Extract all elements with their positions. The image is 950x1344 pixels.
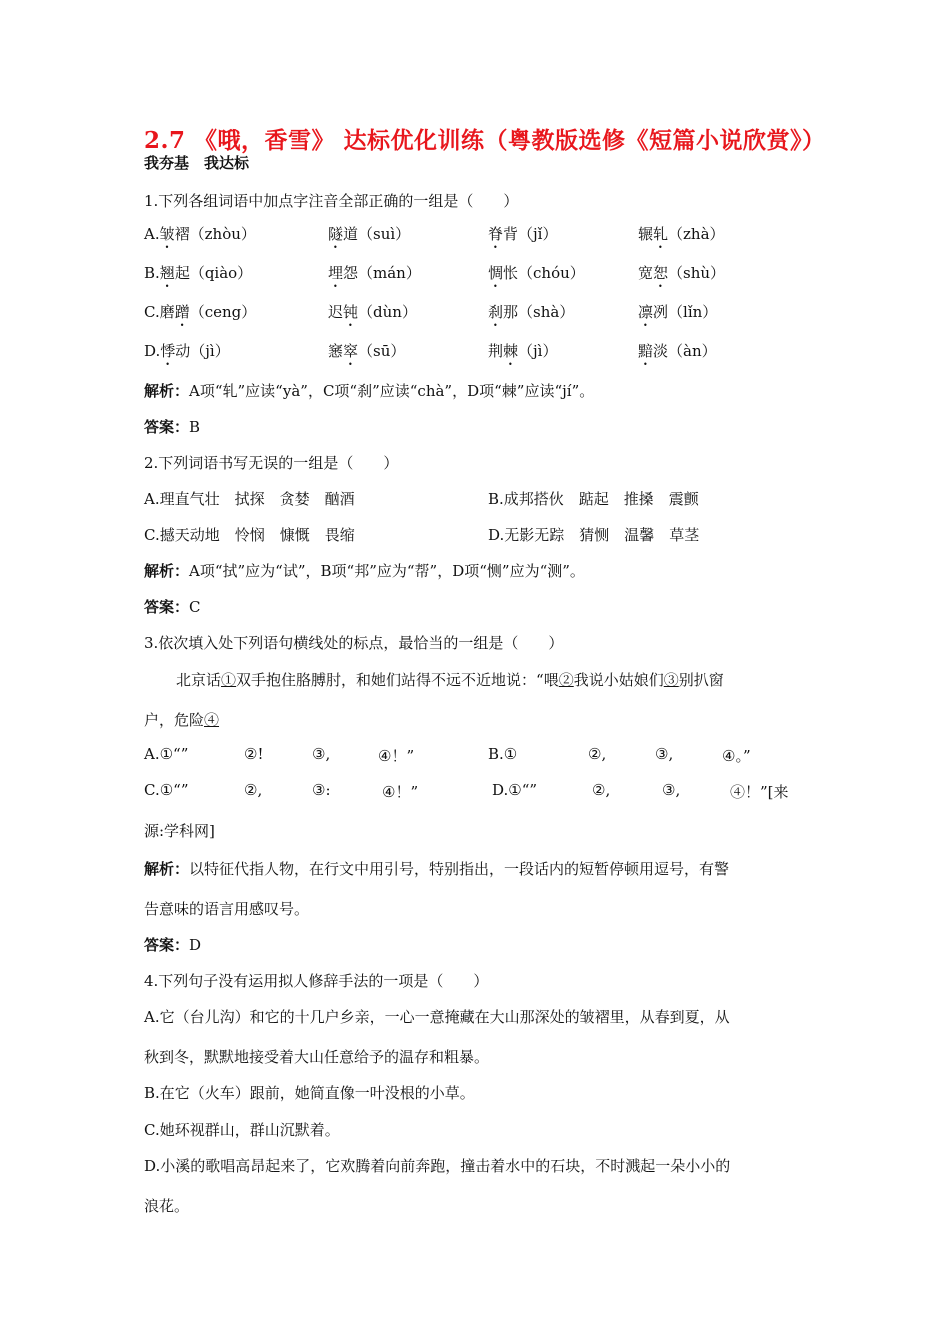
blank-marker: ④ — [204, 711, 220, 729]
q1-option-d-3: 荆棘（jì） — [488, 342, 558, 360]
q1-option-a-2: 隧道（suì） — [328, 225, 411, 243]
section-heading: 我夯基 我达标 — [144, 154, 250, 172]
q2-option-c: C.撼天动地 怜悯 慷慨 畏缩 — [144, 526, 355, 544]
answer-label: 答案： — [144, 936, 190, 954]
q3-option-a-2: ②! — [244, 745, 264, 763]
q2-option-d: D.无影无踪 猜恻 温馨 草茎 — [488, 526, 700, 544]
q1-option-c-4: 凛冽（lǐn） — [638, 303, 718, 321]
answer-value: D — [189, 936, 202, 954]
q3-option-b-3: ③, — [655, 745, 674, 763]
q3-analysis-cont: 告意味的语言用感叹号。 — [144, 900, 310, 918]
analysis-text: A项“拭”应为“试”，B项“邦”应为“帮”，D项“恻”应为“测”。 — [189, 562, 585, 580]
q1-option-b-3: 惆怅（chóu） — [488, 264, 585, 282]
q1-option-a-1: A.皱褶（zhòu） — [144, 225, 256, 243]
q3-option-d-3: ③, — [662, 781, 681, 799]
q3-option-a-3: ③, — [312, 745, 331, 763]
q3-option-c-1: C.①“” — [144, 781, 189, 799]
q1-option-c-2: 迟钝（dùn） — [328, 303, 417, 321]
q1-option-d-2: 窸窣（sū） — [328, 342, 406, 360]
q3-option-d-1: D.①“” — [492, 781, 538, 799]
q3-option-a-4: ④！” — [378, 747, 415, 765]
q3-option-b-4: ④。” — [722, 747, 751, 765]
q3-stem: 3.依次填入处下列语句横线处的标点，最恰当的一组是（ ） — [144, 634, 564, 652]
q3-analysis — [144, 858, 729, 879]
q1-option-d-1: D.悸动（jì） — [144, 342, 230, 360]
q2-answer — [144, 596, 201, 617]
analysis-label: 解析： — [144, 382, 190, 400]
q1-answer — [144, 416, 200, 437]
analysis-text: 以特征代指人物，在行文中用引号，特别指出，一段话内的短暂停顿用逗号，有警 — [189, 860, 730, 878]
q1-option-b-4: 宽恕（shù） — [638, 264, 726, 282]
q3-option-c-2: ②, — [244, 781, 263, 799]
q3-source-note: 源:学科网] — [144, 822, 215, 840]
q2-option-b: B.成邦搭伙 踮起 推搡 震颤 — [488, 490, 699, 508]
q4-option-b: B.在它（火车）跟前，她简直像一叶没根的小草。 — [144, 1084, 475, 1102]
blank-marker: ③ — [663, 671, 679, 689]
q1-option-d-4: 黯淡（àn） — [638, 342, 717, 360]
q2-option-a: A.理直气壮 拭探 贪婪 酗酒 — [144, 490, 355, 508]
answer-value: C — [189, 598, 201, 616]
q3-passage-line-2: 户，危险④ — [144, 711, 220, 729]
q3-option-b-1: B.① — [488, 745, 518, 763]
q1-option-b-1: B.翘起（qiào） — [144, 264, 253, 282]
q1-option-a-3: 脊背（jǐ） — [488, 225, 558, 243]
q4-option-c: C.她环视群山，群山沉默着。 — [144, 1121, 340, 1139]
q1-option-c-1: C.磨蹭（ceng） — [144, 303, 257, 321]
q4-option-a-cont: 秋到冬，默默地接受着大山任意给予的温存和粗暴。 — [144, 1048, 490, 1066]
q4-option-d: D.小溪的歌唱高昂起来了，它欢腾着向前奔跑，撞击着水中的石块，不时溅起一朵小小的 — [144, 1157, 731, 1175]
document-title: 2.7 《哦，香雪》 达标优化训练（粤教版选修《短篇小说欣赏》） — [144, 127, 826, 154]
q2-stem: 2.下列词语书写无误的一组是（ ） — [144, 454, 399, 472]
blank-marker: ② — [558, 671, 574, 689]
q1-option-a-4: 辗轧（zhà） — [638, 225, 725, 243]
answer-label: 答案： — [144, 418, 190, 436]
q1-stem: 1.下列各组词语中加点字注音全部正确的一组是（ ） — [144, 192, 519, 210]
analysis-text: A项“轧”应读“yà”，C项“刹”应读“chà”，D项“棘”应读“jí”。 — [189, 382, 595, 400]
analysis-label: 解析： — [144, 860, 190, 878]
q1-option-b-2: 埋怨（mán） — [328, 264, 421, 282]
q4-option-a: A.它（台儿沟）和它的十几户乡亲，一心一意掩藏在大山那深处的皱褶里，从春到夏，从 — [144, 1008, 730, 1026]
analysis-label: 解析： — [144, 562, 190, 580]
q3-option-b-2: ②, — [588, 745, 607, 763]
blank-marker: ① — [221, 671, 237, 689]
q4-option-d-cont: 浪花。 — [144, 1197, 190, 1215]
answer-label: 答案： — [144, 598, 190, 616]
q3-answer — [144, 934, 201, 955]
answer-value: B — [189, 418, 201, 436]
q3-option-a-1: A.①“” — [144, 745, 189, 763]
q3-option-d-2: ②, — [592, 781, 611, 799]
q3-option-c-4: ④！” — [382, 783, 419, 801]
q3-option-c-3: ③: — [312, 781, 331, 799]
q4-stem: 4.下列句子没有运用拟人修辞手法的一项是（ ） — [144, 972, 489, 990]
q3-passage-line-1: 北京话①双手抱住胳膊肘，和她们站得不远不近地说：“喂②我说小姑娘们③别扒窗 — [176, 671, 724, 689]
q1-analysis — [144, 380, 594, 401]
q3-option-d-4: ④！”[来 — [730, 783, 789, 801]
q1-option-c-3: 刹那（shà） — [488, 303, 575, 321]
q2-analysis — [144, 560, 585, 581]
